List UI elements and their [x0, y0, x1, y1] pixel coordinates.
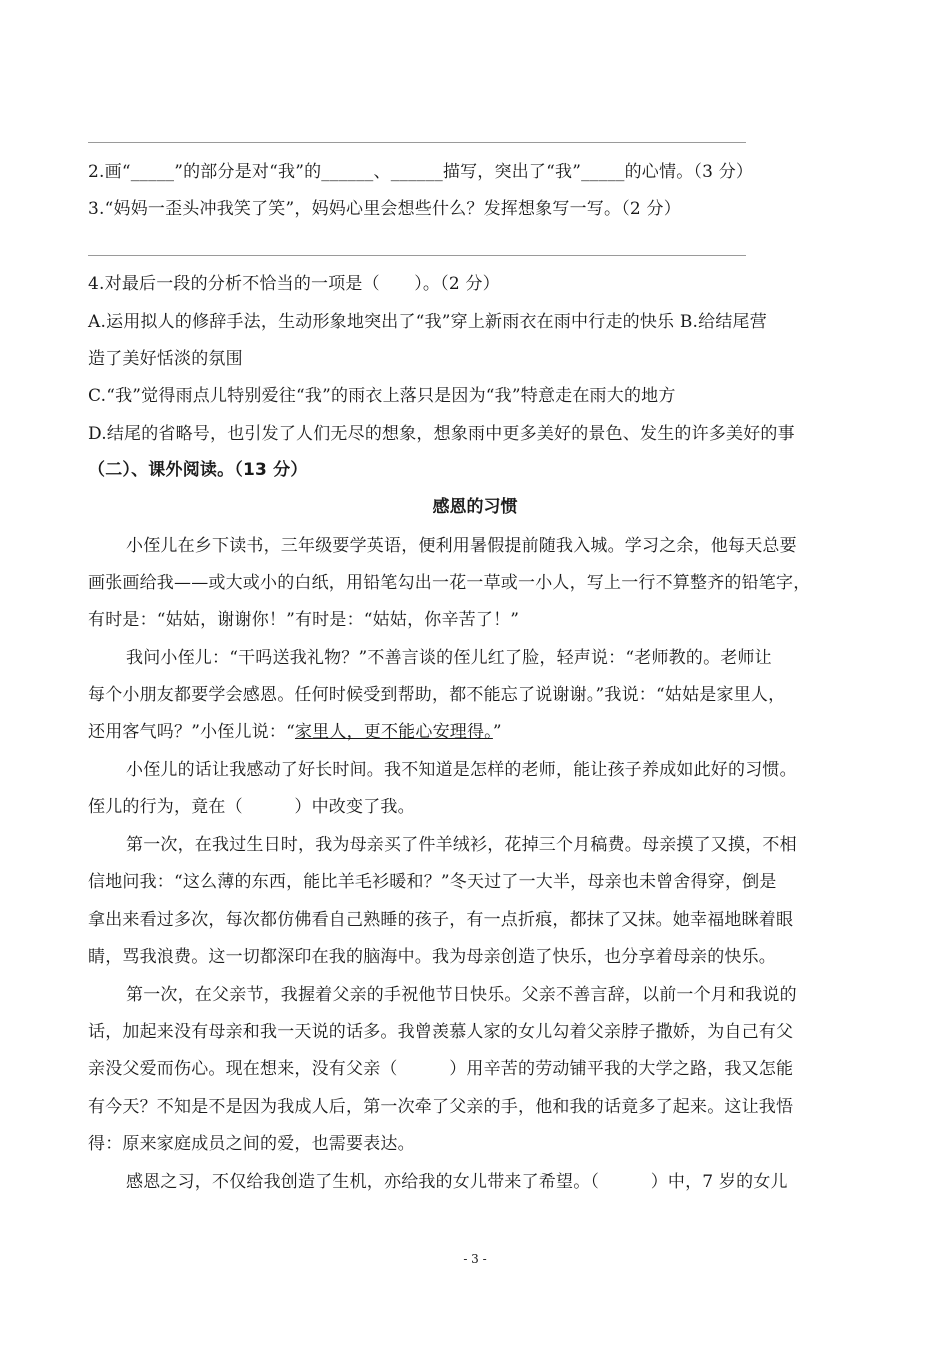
passage-line: 有时是：“姑姑，谢谢你！”有时是：“姑姑，你辛苦了！”	[88, 610, 520, 630]
passage-line: 信地问我：“这么薄的东西，能比羊毛衫暖和？”冬天过了一大半，母亲也未曾舍得穿，倒是	[88, 872, 777, 892]
passage-line: 睛，骂我浪费。这一切都深印在我的脑海中。我为母亲创造了快乐，也分享着母亲的快乐。	[88, 947, 776, 967]
passage-line: 拿出来看过多次，每次都仿佛看自己熟睡的孩子，有一点折痕，都抹了又抹。她幸福地眯着眼	[88, 910, 794, 930]
passage-line: 每个小朋友都要学会感恩。任何时候受到帮助，都不能忘了说谢谢。”我说：“姑姑是家里人，	[88, 685, 786, 705]
question-3: 3.“妈妈一歪头冲我笑了笑”，妈妈心里会想些什么？发挥想象写一写。（2 分）	[88, 199, 681, 219]
question-4-stem: 4.对最后一段的分析不恰当的一项是（ ）。（2 分）	[88, 274, 500, 294]
passage-line: 小侄儿在乡下读书，三年级要学英语，便利用暑假提前随我入城。学习之余，他每天总要	[126, 536, 797, 556]
passage-line: 还用客气吗？”小侄儿说：“家里人，更不能心安理得。”	[88, 722, 502, 742]
page-number: - 3 -	[463, 1252, 487, 1266]
passage-line: 侄儿的行为，竟在（ ）中改变了我。	[88, 797, 415, 817]
option-d: D.结尾的省略号，也引发了人们无尽的想象，想象雨中更多美好的景色、发生的许多美好的事	[88, 424, 795, 444]
answer-line	[88, 255, 746, 256]
passage-line: 亲没父爱而伤心。现在想来，没有父亲（ ）用辛苦的劳动铺平我的大学之路，我又怎能	[88, 1059, 794, 1079]
blank: _____	[130, 162, 175, 182]
blank: ______	[390, 162, 443, 182]
passage-line: 话，加起来没有母亲和我一天说的话多。我曾羡慕人家的女儿勾着父亲脖子撒娇，为自己有父	[88, 1022, 794, 1042]
passage-line: 得：原来家庭成员之间的爱，也需要表达。	[88, 1134, 415, 1154]
passage-title: 感恩的习惯	[432, 497, 518, 517]
passage-line: 第一次，在父亲节，我握着父亲的手祝他节日快乐。父亲不善言辞，以前一个月和我说的	[126, 985, 797, 1005]
question-2: 2.画“_____”的部分是对“我”的______、______描写，突出了“我”_____的心情。（3 分）	[88, 162, 754, 182]
blank: ______	[321, 162, 374, 182]
option-a-cont: 造了美好恬淡的氛围	[88, 349, 243, 369]
underlined-sentence: 家里人，更不能心安理得。	[294, 722, 493, 742]
option-c: C.“我”觉得雨点儿特别爱往“我”的雨衣上落只是因为“我”特意走在雨大的地方	[88, 386, 676, 406]
passage-line: 我问小侄儿：“干吗送我礼物？”不善言谈的侄儿红了脸，轻声说：“老师教的。老师让	[126, 648, 772, 668]
passage-line: 感恩之习，不仅给我创造了生机，亦给我的女儿带来了希望。（ ）中，7 岁的女儿	[126, 1172, 788, 1192]
passage-line: 小侄儿的话让我感动了好长时间。我不知道是怎样的老师，能让孩子养成如此好的习惯。	[126, 760, 797, 780]
section-heading: （二）、课外阅读。（13 分）	[88, 460, 308, 480]
passage-line: 第一次，在我过生日时，我为母亲买了件羊绒衫，花掉三个月稿费。母亲摸了又摸，不相	[126, 835, 797, 855]
passage-line: 画张画给我——或大或小的白纸，用铅笔勾出一花一草或一小人，写上一行不算整齐的铅笔字，	[88, 573, 811, 593]
blank: _____	[581, 162, 625, 182]
answer-line	[88, 142, 746, 143]
passage-line: 有今天？不知是不是因为我成人后，第一次牵了父亲的手，他和我的话竟多了起来。这让我悟	[88, 1097, 794, 1117]
option-a: A.运用拟人的修辞手法，生动形象地突出了“我”穿上新雨衣在雨中行走的快乐 B.给结尾营	[88, 312, 767, 332]
